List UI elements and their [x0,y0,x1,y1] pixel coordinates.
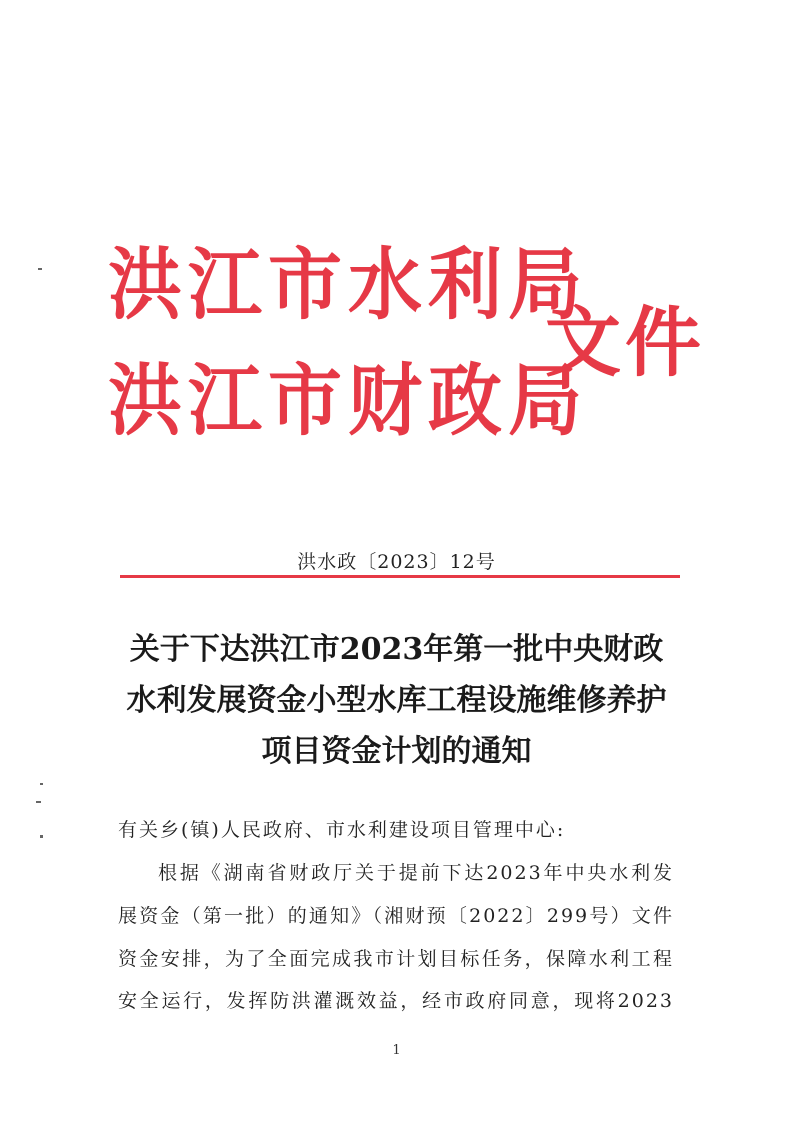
document-label: 文件 [545,298,705,387]
body-line: 安全运行，发挥防洪灌溉效益，经市政府同意，现将2023 [118,990,674,1012]
title-line-3: 项目资金计划的通知 [261,734,532,769]
scan-speck [38,268,42,270]
red-divider-line [120,575,680,578]
document-number: 洪水政〔2023〕12号 [297,551,496,573]
scan-speck [40,835,43,838]
body-line: 根据《湖南省财政厅关于提前下达2023年中央水利发 [158,862,674,884]
issuer-line-water-bureau: 洪江市水利局 [108,239,588,331]
title-line-1: 关于下达洪江市2023年第一批中央财政 [129,632,664,667]
scan-speck [40,783,43,785]
page-number: 1 [392,1043,401,1058]
title-line-2: 水利发展资金小型水库工程设施维修养护 [126,683,667,718]
body-line: 展资金（第一批）的通知》（湘财预〔2022〕299号）文件 [118,905,674,927]
scan-speck [36,801,41,803]
salutation: 有关乡(镇)人民政府、市水利建设项目管理中心: [118,819,566,841]
body-line: 资金安排，为了全面完成我市计划目标任务，保障水利工程 [118,948,674,970]
issuer-line-finance-bureau: 洪江市财政局 [108,355,588,447]
